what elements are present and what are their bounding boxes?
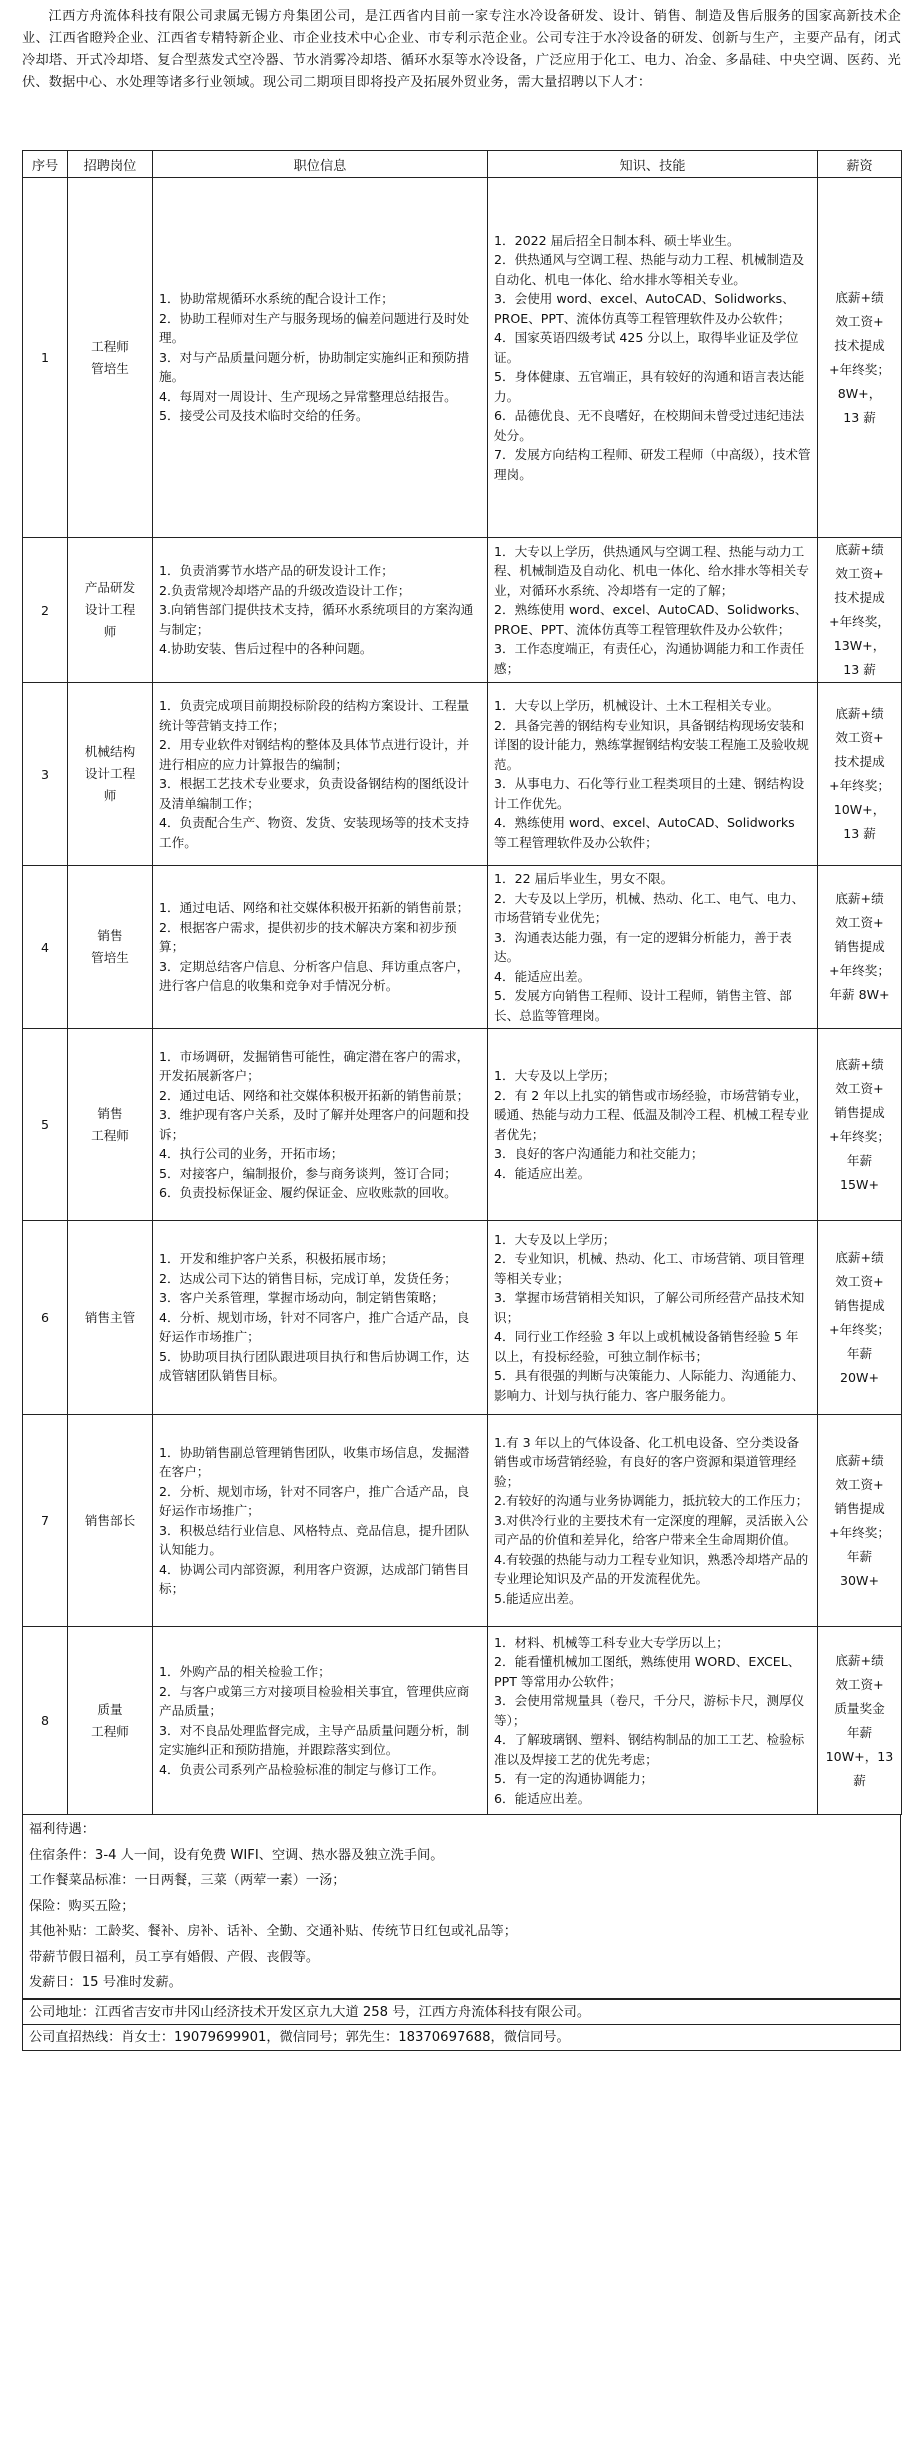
job-salary-line: +年终奖； [829,963,890,978]
table-row [23,538,902,683]
job-salary-line: +年终奖； [829,1128,890,1144]
job-position [68,1029,153,1221]
job-salary-line: 20W+ [839,1369,880,1385]
job-position [68,866,153,1029]
job-requirements [488,1221,818,1415]
job-requirements-line: 1．22 届后毕业生，男女不限。 [494,871,674,886]
row-number: 4 [23,866,68,1029]
job-salary-line: 效工资+ [835,1080,884,1096]
job-salary [818,1221,902,1415]
job-info-line: 4．每周对一周设计、生产现场之异常整理总结报告。 [159,388,457,404]
job-salary-line: 底薪+绩 [835,542,884,557]
job-requirements-line: 3．会使用常规量具（卷尺，千分尺，游标卡尺，测厚仪等）； [494,1693,805,1728]
job-info [153,1221,488,1415]
job-salary-line: 13 薪 [843,826,876,841]
job-salary-line: 效工资+ [835,1273,884,1289]
header-info: 职位信息 [153,151,488,178]
job-requirements [488,178,818,538]
job-requirements [488,538,818,683]
table-row [23,178,902,538]
job-info-line: 1．市场调研，发掘销售可能性，确定潜在客户的需求，开发拓展新客户； [159,1048,470,1083]
job-requirements-line: 1．2022 届后招全日制本科、硕士毕业生。 [494,232,740,248]
job-requirements-line: 4．同行业工作经验 3 年以上或机械设备销售经验 5 年以上，有投标经验，可独立制作标书； [494,1329,799,1364]
job-salary-line: 效工资+ [835,566,884,581]
job-info-line: 2．与客户或第三方对接项目检验相关事宜，管理供应商产品质量； [159,1683,470,1718]
job-requirements-line: 2．供热通风与空调工程、热能与动力工程、机械制造及自动化、机电一体化、给水排水等相关专业。 [494,252,805,287]
job-requirements-line: 1．大专及以上学历； [494,1231,616,1247]
contact-hotline: 公司直招热线：肖女士：19079699901，微信同号；郭先生：18370697688，微信同号。 [22,2025,901,2051]
job-info-line: 3．根据工艺技术专业要求，负责设备钢结构的图纸设计及清单编制工作； [159,776,470,811]
row-number: 1 [23,178,68,538]
job-requirements-line: 2．专业知识，机械、热动、化工、市场营销、项目管理等相关专业； [494,1251,805,1286]
job-info-line: 3．对与产品质量问题分析，协助制定实施纠正和预防措施。 [159,349,470,385]
job-salary-line: 效工资+ [835,730,884,745]
job-position-line: 设计工程 [84,766,136,781]
welfare-item: 住宿条件：3-4 人一间，设有免费 WIFI、空调、热水器及独立洗手间。 [29,1847,444,1863]
job-rows [23,178,902,1815]
job-position-line: 质量 [97,1701,123,1717]
job-requirements-line: 5．身体健康、五官端正，具有较好的沟通和语言表达能力。 [494,369,805,404]
job-requirements [488,1029,818,1221]
job-requirements-line: 5．具有很强的判断与决策能力、人际能力、沟通能力、影响力、计划与执行能力、客户服务能力。 [494,1368,805,1403]
job-salary-line: +年终奖， [829,614,890,629]
welfare-item: 工作餐菜品标准：一日两餐，三菜（两荤一素）一汤； [29,1873,346,1888]
job-requirements-line: 3．工作态度端正，有责任心，沟通协调能力和工作责任感； [494,641,805,676]
job-requirements-line: 5．发展方向销售工程师、设计工程师，销售主管、部长、总监等管理岗。 [494,988,792,1023]
table-row [23,866,902,1029]
job-info-line: 5．对接客户，编制报价，参与商务谈判，签订合同； [159,1165,457,1181]
welfare-item: 带薪节假日福利，员工享有婚假、产假、丧假等。 [29,1949,320,1965]
job-info [153,538,488,683]
job-position-line: 管培生 [91,950,129,965]
job-info-line: 3.向销售部门提供技术支持，循环水系统项目的方案沟通与制定； [159,602,474,637]
job-table [22,150,902,1815]
row-number: 2 [23,538,68,683]
job-info-line: 4．分析、规划市场，针对不同客户，推广合适产品，良好运作市场推广； [159,1309,470,1345]
job-requirements-line: 4．国家英语四级考试 425 分以上，取得毕业证及学位证。 [494,330,799,365]
job-requirements [488,866,818,1029]
job-info-line: 4．执行公司的业务，开拓市场； [159,1146,344,1161]
job-position [68,538,153,683]
job-position-line: 师 [103,788,117,803]
job-info-line: 1．通过电话、网络和社交媒体积极开拓新的销售前景； [159,900,470,916]
job-info-line: 3．维护现有客户关系，及时了解并处理客户的问题和投诉； [159,1107,470,1142]
job-requirements [488,1627,818,1815]
job-salary-line: 底薪+绩 [835,1652,884,1668]
job-requirements-line: 6．品德优良、无不良嗜好，在校期间未曾受过违纪违法处分。 [494,408,805,443]
job-salary-line: 效工资+ [835,1476,884,1492]
job-requirements-line: 2．大专及以上学历，机械、热动、化工、电气、电力、市场营销专业优先； [494,890,805,925]
job-requirements-line: 1．大专以上学历，机械设计、土木工程相关专业。 [494,698,780,713]
job-requirements-line: 5．有一定的沟通协调能力； [494,1771,654,1787]
job-salary-line: 年薪 [846,1548,873,1564]
job-requirements [488,1415,818,1627]
job-position-line: 工程师 [91,338,129,354]
job-requirements-line: 3.对供冷行业的主要技术有一定深度的理解，灵活嵌入公司产品的价值和差异化，给客户带来全生命周期价值。 [494,1512,809,1548]
job-salary-line: 效工资+ [835,915,884,930]
job-requirements-line: 3．掌握市场营销相关知识，了解公司所经营产品技术知识； [494,1290,805,1325]
job-position [68,178,153,538]
welfare-section [22,1815,901,1999]
job-requirements-line: 3．沟通表达能力强，有一定的逻辑分析能力，善于表达。 [494,929,792,964]
job-position-line: 产品研发 [84,580,136,595]
job-salary-line: 年薪 [846,1345,873,1361]
job-salary [818,1029,902,1221]
job-requirements-line: 4.有较强的热能与动力工程专业知识，熟悉冷却塔产品的专业理论知识及产品的开发流程优先。 [494,1551,809,1587]
table-header-row [23,151,902,178]
table-row [23,1221,902,1415]
job-info-line: 1．外购产品的相关检验工作； [159,1664,331,1679]
job-salary-line: 年薪 8W+ [829,987,890,1002]
job-salary-line: 底薪+绩 [835,1249,884,1265]
job-salary [818,683,902,866]
job-info-line: 3．定期总结客户信息、分析客户信息、拜访重点客户，进行客户信息的收集和竞争对手情况分析。 [159,958,470,994]
company-intro: 江西方舟流体科技有限公司隶属无锡方舟集团公司，是江西省内目前一家专注水冷设备研发、设计、销售、制造及售后服务的国家高新技术企业、江西省瞪羚企业、江西省专精特新企业、市企业技术中心企业、市专利示范企业。公司专注于水冷设备的研发、创新与生产，主要产品有，闭式冷却塔、开式冷却塔、复合型蒸发式空冷器、节水消雾冷却塔、循环水泵等水冷设备，广泛应用于化工、电力、冶金、多晶硅、中央空调、医药、光伏、数据中心、水处理等诸多行业领域。现公司二期项目即将投产及拓展外贸业务，需大量招聘以下人才： [22,9,901,90]
job-position [68,683,153,866]
job-salary-line: +年终奖； [829,778,890,793]
job-requirements [488,683,818,866]
header-no: 序号 [23,151,68,178]
job-position [68,1415,153,1627]
job-requirements-line: 4．熟练使用 word、excel、AutoCAD、Solidworks 等工程管理软件及办公软件； [494,815,795,850]
job-salary-line: 薪 [853,1772,866,1788]
job-salary [818,178,902,538]
job-salary-line: 效工资+ [835,313,884,329]
job-salary-line: 15W+ [839,1176,880,1192]
row-number: 5 [23,1029,68,1221]
job-salary-line: 技术提成 [834,337,885,353]
job-requirements-line: 4．能适应出差。 [494,968,591,984]
job-info [153,1627,488,1815]
job-requirements-line: 2．具备完善的钢结构专业知识，具备钢结构现场安装和详图的设计能力，熟练掌握钢结构安装工程施工及验收规范。 [494,717,809,772]
job-info-line: 3．对不良品处理监督完成，主导产品质量问题分析，制定实施纠正和预防措施，并跟踪落实到位。 [159,1722,470,1757]
job-salary-line: 底薪+绩 [835,289,884,305]
job-position-line: 工程师 [91,1723,129,1739]
job-requirements-line: 2．有 2 年以上扎实的销售或市场经验，市场营销专业，暖通、热能与动力工程、低温及制冷工程、机械工程专业者优先； [494,1087,809,1142]
job-info-line: 1．协助销售副总管理销售团队，收集市场信息，发掘潜在客户； [159,1444,470,1479]
job-info-line: 5．接受公司及技术临时交给的任务。 [159,408,369,424]
job-position-line: 机械结构 [84,744,136,759]
job-info-line: 4．负责公司系列产品检验标准的制定与修订工作。 [159,1761,445,1777]
job-requirements-line: 7．发展方向结构工程师、研发工程师（中高级），技术管理岗。 [494,447,811,482]
job-salary-line: 底薪+绩 [835,891,884,906]
job-info-line: 5．协助项目执行团队跟进项目执行和售后协调工作，达成管辖团队销售目标。 [159,1348,470,1384]
job-info-line: 1．开发和维护客户关系，积极拓展市场； [159,1251,394,1267]
job-requirements-line: 1．大专以上学历，供热通风与空调工程、热能与动力工程、机械制造及自动化、机电一体化、给水排水等相关专业，对循环水系统、冷却塔有一定的了解； [494,543,809,598]
job-info-line: 2．协助工程师对生产与服务现场的偏差问题进行及时处理。 [159,310,470,346]
job-info [153,1415,488,1627]
row-number: 7 [23,1415,68,1627]
job-salary-line: 销售提成 [834,1297,885,1313]
job-position-line: 销售主管 [84,1309,136,1325]
job-requirements-line: 1．大专及以上学历； [494,1068,616,1083]
job-salary-line: 30W+ [839,1572,880,1588]
job-info-line: 1．协助常规循环水系统的配合设计工作； [159,291,394,307]
job-info-line: 6．负责投标保证金、履约保证金、应收账款的回收。 [159,1185,457,1200]
job-info-line: 1．负责完成项目前期投标阶段的结构方案设计、工程量统计等营销支持工作； [159,698,470,733]
job-info-line: 3．客户关系管理，掌握市场动向，制定销售策略； [159,1290,445,1306]
job-info [153,866,488,1029]
job-salary-line: 13W+， [833,638,886,653]
job-info [153,178,488,538]
job-salary-line: 技术提成 [834,590,885,605]
job-salary-line: 年薪 [846,1724,873,1740]
company-address: 公司地址：江西省吉安市井冈山经济技术开发区京九大道 258 号，江西方舟流体科技有限公司。 [22,1999,901,2025]
job-requirements-line: 6．能适应出差。 [494,1790,591,1806]
welfare-item: 发薪日：15 号准时发薪。 [29,1975,182,1990]
header-requirements: 知识、技能 [488,151,818,178]
job-requirements-line: 5.能适应出差。 [494,1590,582,1606]
job-requirements-line: 3．从事电力、石化等行业工程类项目的土建、钢结构设计工作优先。 [494,776,805,811]
job-salary-line: +年终奖； [829,1321,890,1337]
job-requirements-line: 4．能适应出差。 [494,1165,591,1181]
job-requirements-line: 2.有较好的沟通与业务协调能力，抵抗较大的工作压力； [494,1493,809,1509]
header-position: 招聘岗位 [68,151,153,178]
job-salary-line: 13 薪 [843,409,876,425]
table-row [23,683,902,866]
job-requirements-line: 1．材料、机械等工科专业大专学历以上； [494,1634,729,1650]
job-position-line: 工程师 [91,1127,129,1143]
job-salary-line: 销售提成 [834,1500,885,1516]
row-number: 8 [23,1627,68,1815]
job-info [153,1029,488,1221]
row-number: 6 [23,1221,68,1415]
job-info-line: 2．分析、规划市场，针对不同客户，推广合适产品，良好运作市场推广； [159,1483,470,1518]
job-salary [818,538,902,683]
table-row [23,1627,902,1815]
job-salary-line: 底薪+绩 [835,1056,884,1072]
job-info-line: 4．负责配合生产、物资、发货、安装现场等的技术支持工作。 [159,815,470,850]
row-number: 3 [23,683,68,866]
job-salary-line: 效工资+ [835,1676,884,1692]
job-info-line: 2．通过电话、网络和社交媒体积极开拓新的销售前景； [159,1087,470,1103]
job-info-line: 1．负责消雾节水塔产品的研发设计工作； [159,563,394,579]
job-salary [818,866,902,1029]
job-salary-line: +年终奖； [829,361,890,377]
job-requirements-line: 4．了解玻璃钢、塑料、钢结构制品的加工工艺、检验标准以及焊接工艺的优先考虑； [494,1732,805,1767]
job-position-line: 销售 [97,928,123,943]
welfare-title: 福利待遇： [29,1822,95,1837]
job-salary-line: 10W+， [833,802,886,817]
job-info [153,683,488,866]
job-info-line: 4.协助安装、售后过程中的各种问题。 [159,641,373,657]
job-info-line: 2．达成公司下达的销售目标，完成订单，发货任务； [159,1270,457,1286]
job-position-line: 销售 [97,1105,123,1121]
job-salary-line: 技术提成 [834,754,885,769]
job-salary-line: +年终奖； [829,1524,890,1540]
job-position-line: 管培生 [91,360,129,376]
job-salary-line: 底薪+绩 [835,1452,884,1468]
job-salary [818,1627,902,1815]
job-info-line: 2．用专业软件对钢结构的整体及具体节点进行设计，并进行相应的应力计算报告的编制； [159,737,470,772]
welfare-item: 其他补贴：工龄奖、餐补、房补、话补、全勤、交通补贴、传统节日红包或礼品等； [29,1924,517,1939]
job-salary-line: 13 薪 [843,662,876,677]
header-salary: 薪资 [818,151,902,178]
job-requirements-line: 3．会使用 word、excel、AutoCAD、Solidworks、PROE、PPT、流体仿真等工程管理软件及办公软件； [494,291,795,326]
job-position-line: 销售部长 [84,1512,136,1528]
table-row [23,1029,902,1221]
job-salary-line: 8W+， [837,385,882,401]
table-row [23,1415,902,1627]
job-info-line: 3．积极总结行业信息、风格特点、竞品信息，提升团队认知能力。 [159,1522,470,1557]
job-salary-line: 质量奖金 [834,1700,885,1716]
job-info-line: 2．根据客户需求，提供初步的技术解决方案和初步预算； [159,919,457,955]
job-requirements-line: 1.有 3 年以上的气体设备、化工机电设备、空分类设备销售或市场营销经验，有良好的客户资源和渠道管理经验； [494,1434,800,1489]
job-requirements-line: 2．能看懂机械加工图纸，熟练使用 WORD、EXCEL、PPT 等常用办公软件； [494,1654,801,1689]
job-salary-line: 底薪+绩 [835,706,884,721]
job-salary-line: 销售提成 [834,1104,885,1120]
job-info-line: 2.负责常规冷却塔产品的升级改造设计工作； [159,582,411,598]
job-position-line: 师 [103,624,117,639]
job-requirements-line: 3．良好的客户沟通能力和社交能力； [494,1146,704,1161]
job-info-line: 4．协调公司内部资源，利用客户资源，达成部门销售目标； [159,1561,470,1596]
welfare-item: 保险：购买五险； [29,1898,135,1914]
job-requirements-line: 2．熟练使用 word、excel、AutoCAD、Solidworks、PROE、PPT、流体仿真等工程管理软件及办公软件； [494,602,808,637]
job-salary-line: 年薪 [846,1152,873,1168]
job-position [68,1627,153,1815]
job-salary [818,1415,902,1627]
job-position [68,1221,153,1415]
job-position-line: 设计工程 [84,602,136,617]
job-salary-line: 销售提成 [834,939,885,954]
job-salary-line: 10W+，13 [825,1748,894,1764]
